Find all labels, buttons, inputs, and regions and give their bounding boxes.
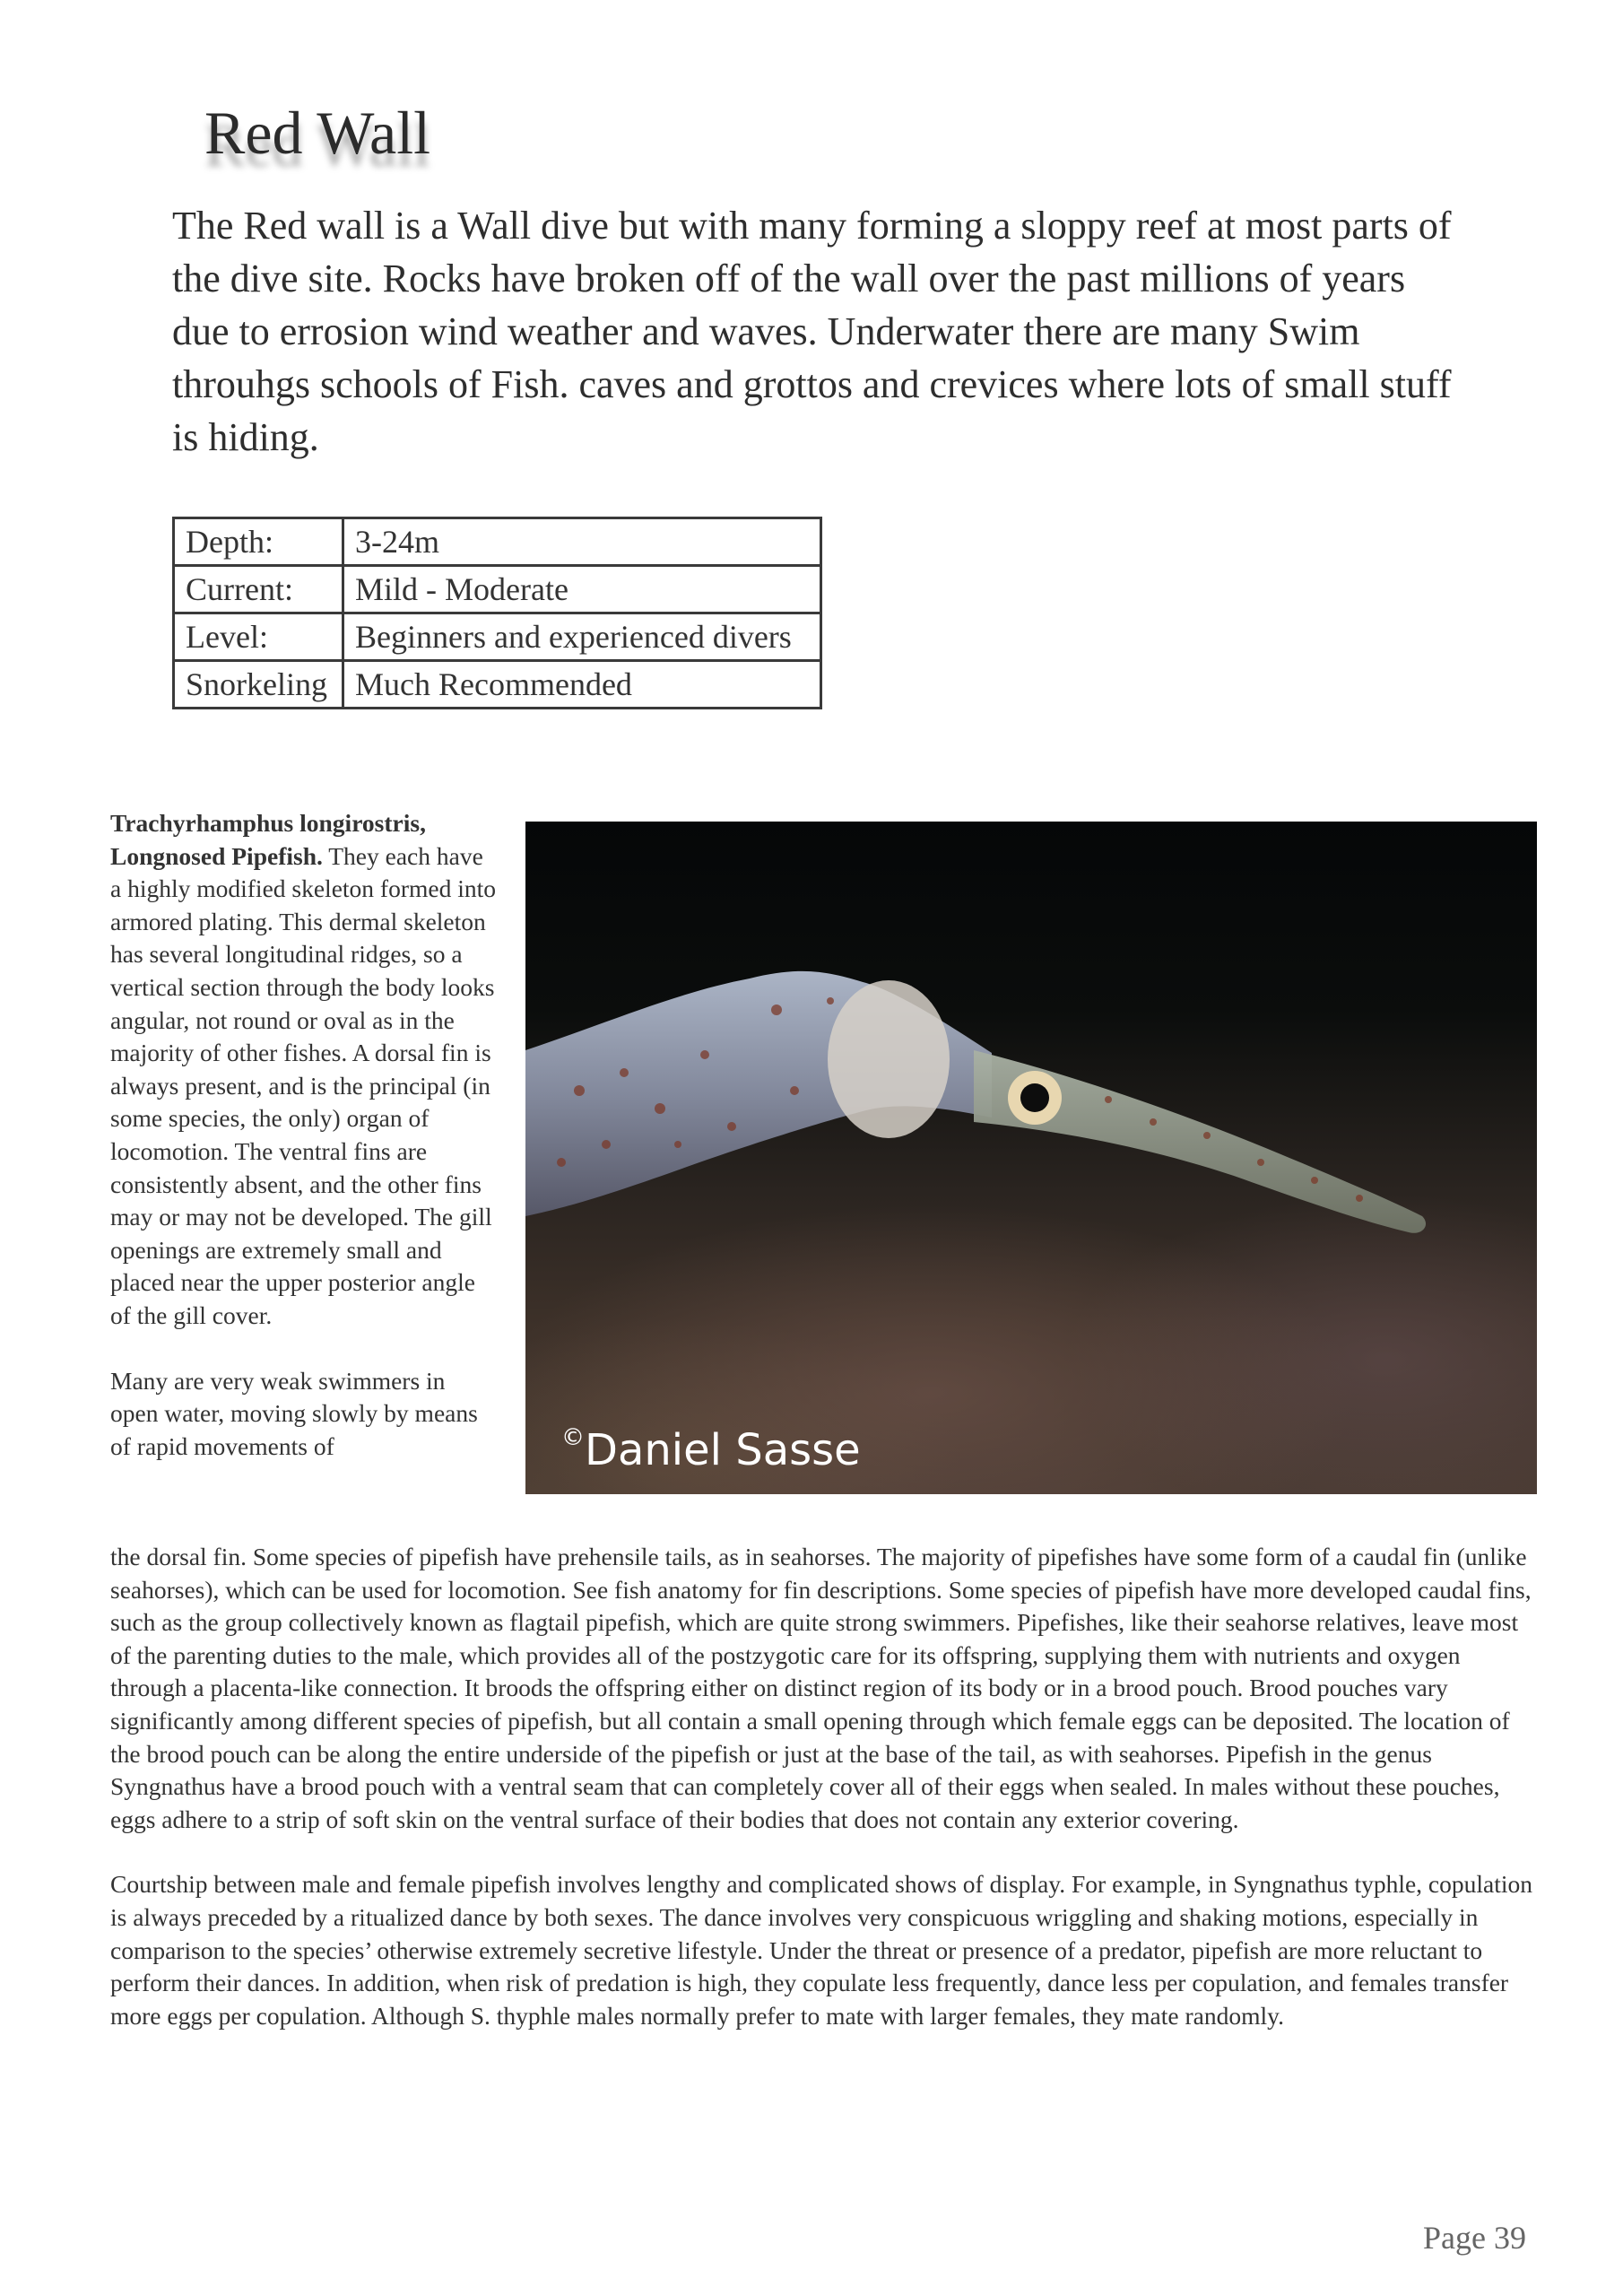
intro-text: The Red wall is a Wall dive but with many forming a sloppy reef at most parts of the dive site. Rocks have broken off of the wall over the past millions of years due to errosion wind weather and waves. Underwater there are many Swim throuhgs schools of Fish. caves and grottos and crevices where lots of small stuff is hiding. [172, 204, 1452, 459]
species-name: Trachyrhamphus longirostris, Longnosed Pipefish. [110, 809, 426, 870]
spec-value: 3-24m [343, 518, 821, 566]
dive-specs-table [172, 517, 822, 709]
table-row [174, 518, 821, 566]
body-paragraph-2: Courtship between male and female pipefish involves lengthy and complicated shows of display. For example, in Syngnathus typhle, copulation is always preceded by a ritualized dance by both sexes. The dance involves very conspicuous wriggling and shaking motions, especially in comparison to the species’ otherwise extremely secretive lifestyle. Under the threat or presence of a predator, pipefish are more reluctant to perform their dances. In addition, when risk of predation is high, they copulate less frequently, dance less per copulation, and females transfer more eggs per copulation. Although S. thyphle males normally prefer to mate with larger females, they mate randomly. [110, 1870, 1533, 2030]
gill-cover [828, 980, 950, 1138]
page-number: Page 39 [1423, 2220, 1526, 2256]
species-description [110, 807, 496, 1463]
table-row [174, 661, 821, 709]
paragraph-gap [110, 1333, 496, 1365]
body-text [110, 1541, 1536, 2032]
paragraph-gap [110, 1836, 1536, 1868]
spec-key: Depth: [174, 518, 343, 566]
species-paragraph [110, 807, 496, 1333]
photo-credit [561, 1424, 861, 1475]
body-paragraph-1: the dorsal fin. Some species of pipefish have prehensile tails, as in seahorses. The majority of pipefishes have some form of a caudal fin (unlike seahorses), which can be used for locomotion. See fish anatomy for fin descriptions. Some species of pipefish have more developed caudal fins, such as the group collectively known as flagtail pipefish, which are quite strong swimmers. Pipefishes, like their seahorse relatives, leave most of the parenting duties to the male, which provides all of the postzygotic care for its offspring, supplying them with nutrients and oxygen through a placenta-like connection. It broods the offspring either on distinct region of its body or in a brood pouch. Brood pouches vary significantly among different species of pipefish, but all contain a small opening through which female eggs can be deposited. The location of the brood pouch can be along the entire underside of the pipefish or just at the base of the tail, as with seahorses. Pipefish in the genus Syngnathus have a brood pouch with a ventral seam that can completely cover all of their eggs when sealed. In males without these pouches, eggs adhere to a strip of soft skin on the ventral surface of their bodies that does not contain any exterior covering. [110, 1543, 1532, 1833]
intro-paragraph [172, 199, 1454, 464]
copyright-symbol: © [561, 1424, 585, 1451]
pipefish-illustration [525, 822, 1537, 1494]
table-row [174, 613, 821, 661]
spec-value: Beginners and experienced divers [343, 613, 821, 661]
spec-value: Much Recommended [343, 661, 821, 709]
spec-value: Mild - Moderate [343, 566, 821, 613]
swim-intro-text: Many are very weak swimmers in open water, moving slowly by means of rapid movements of [110, 1366, 478, 1460]
page-title: Red Wall [204, 99, 431, 167]
pipefish-photo [525, 822, 1537, 1494]
species-text: They each have a highly modified skeleton formed into armored plating. This dermal skeleton has several longitudinal ridges, so a vertical section through the body looks angular, not round or oval as in the majority of other fishes. A dorsal fin is always present, and is the principal (in some species, the only) organ of locomotion. The ventral fins are consistently absent, and the other fins may or may not be developed. The gill openings are extremely small and placed near the upper posterior angle of the gill cover. [110, 841, 496, 1329]
spec-key: Current: [174, 566, 343, 613]
spec-key: Level: [174, 613, 343, 661]
fish-eye-pupil [1020, 1083, 1049, 1112]
spec-key: Snorkeling [174, 661, 343, 709]
photographer-name: Daniel Sasse [585, 1425, 861, 1475]
table-row [174, 566, 821, 613]
